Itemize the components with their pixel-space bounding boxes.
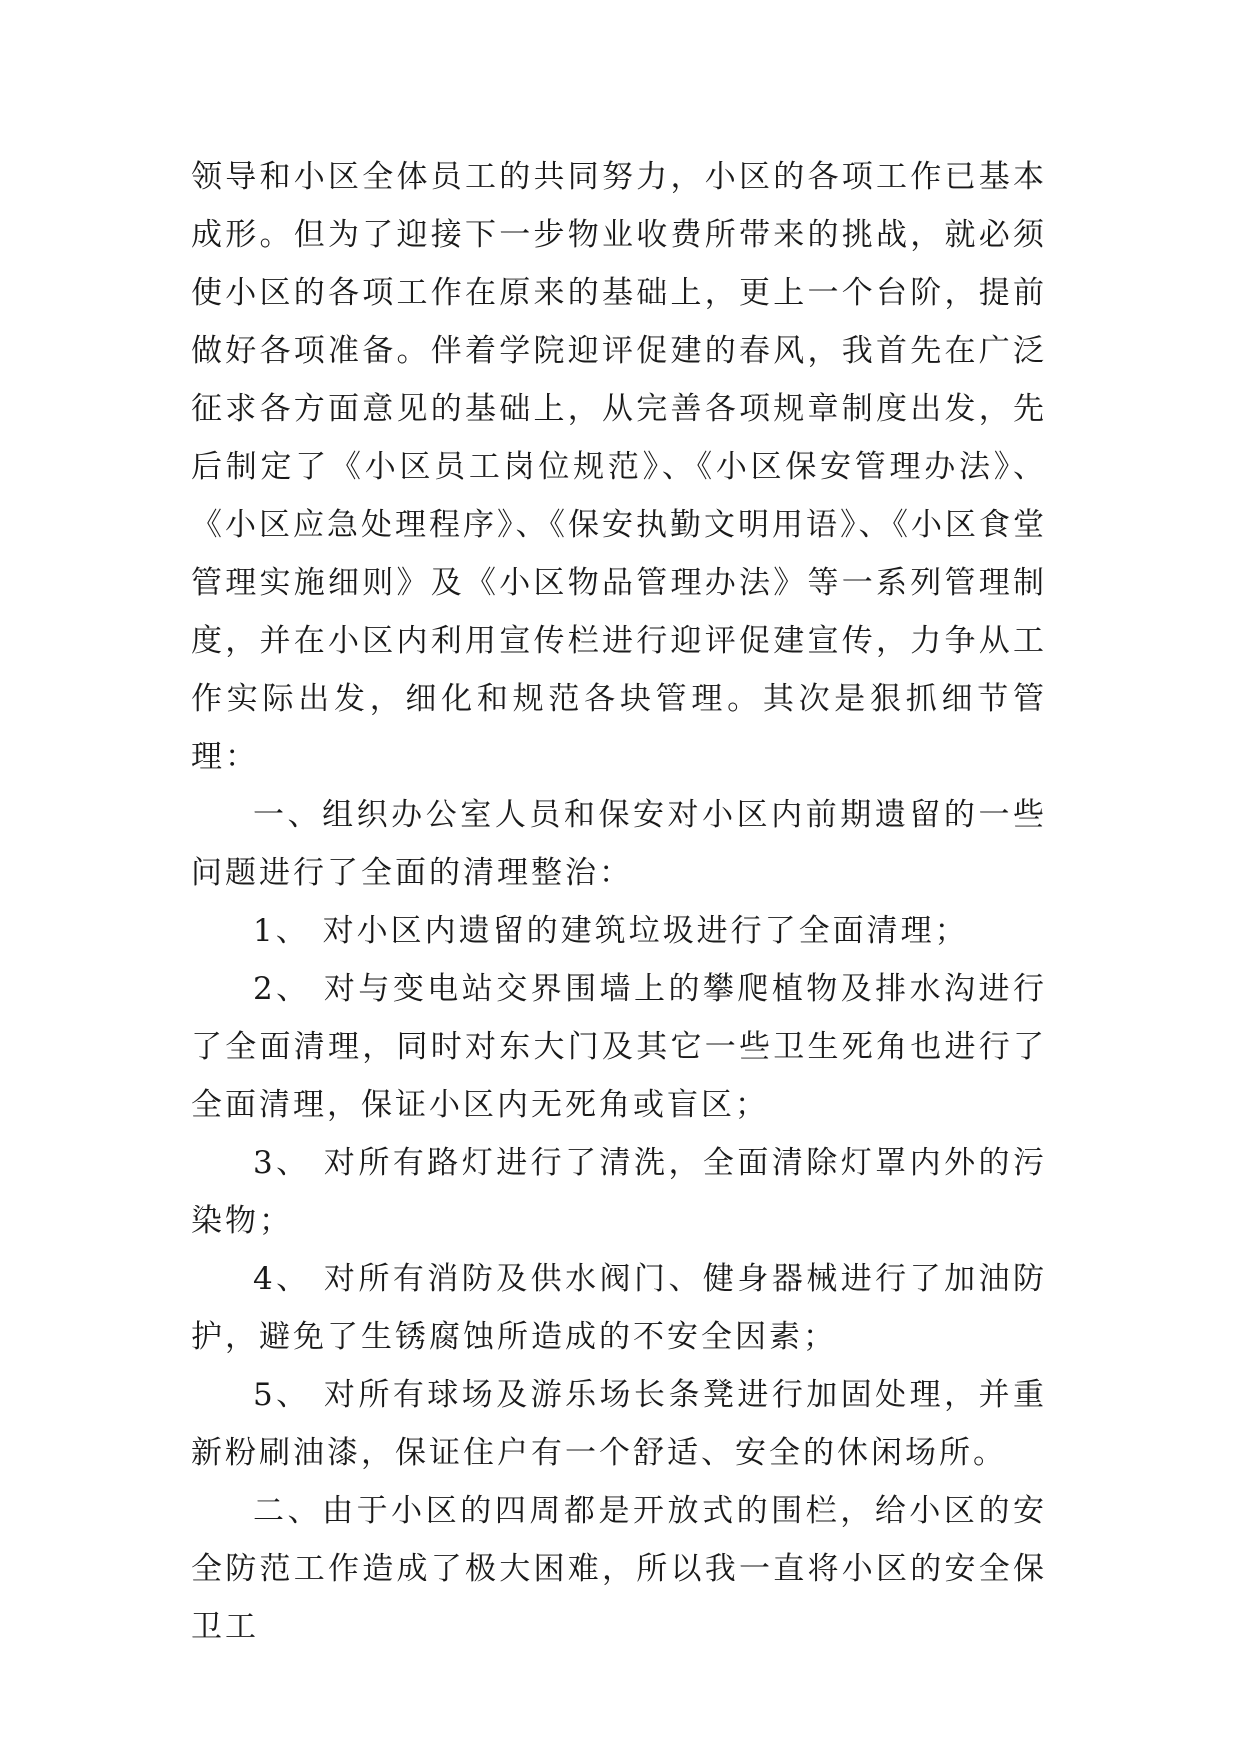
paragraph-item-3: 3、 对所有路灯进行了清洗，全面清除灯罩内外的污染物； — [191, 1145, 1047, 1239]
paragraph-item-4: 4、 对所有消防及供水阀门、健身器械进行了加油防护，避免了生锈腐蚀所造成的不安全因素； — [191, 1261, 1047, 1355]
paragraph-item-1: 1、 对小区内遗留的建筑垃圾进行了全面清理； — [253, 913, 969, 949]
paragraph-section-one: 一、组织办公室人员和保安对小区内前期遗留的一些问题进行了全面的清理整治： — [191, 797, 1047, 891]
paragraph-intro: 领导和小区全体员工的共同努力，小区的各项工作已基本成形。但为了迎接下一步物业收费所带来的挑战，就必须使小区的各项工作在原来的基础上，更上一个台阶，提前做好各项准备。伴着学院迎评促建的春风，我首先在广泛征求各方面意见的基础上，从完善各项规章制度出发，先后制定了《小区员工岗位规范》、《小区保安管理办法》、《小区应急处理程序》、《保安执勤文明用语》、《小区食堂管理实施细则》及《小区物品管理办法》等一系列管理制度，并在小区内利用宣传栏进行迎评促建宣传，力争从工作实际出发，细化和规范各块管理。其次是狠抓细节管理： — [191, 159, 1047, 775]
paragraph-section-two: 二、由于小区的四周都是开放式的围栏，给小区的安全防范工作造成了极大困难，所以我一直将小区的安全保卫工 — [191, 1493, 1047, 1645]
paragraph-item-2: 2、 对与变电站交界围墙上的攀爬植物及排水沟进行了全面清理，同时对东大门及其它一些卫生死角也进行了全面清理，保证小区内无死角或盲区； — [191, 971, 1047, 1123]
paragraph-item-5: 5、 对所有球场及游乐场长条凳进行加固处理，并重新粉刷油漆，保证住户有一个舒适、安全的休闲场所。 — [191, 1377, 1047, 1471]
document-body — [191, 148, 1047, 1656]
